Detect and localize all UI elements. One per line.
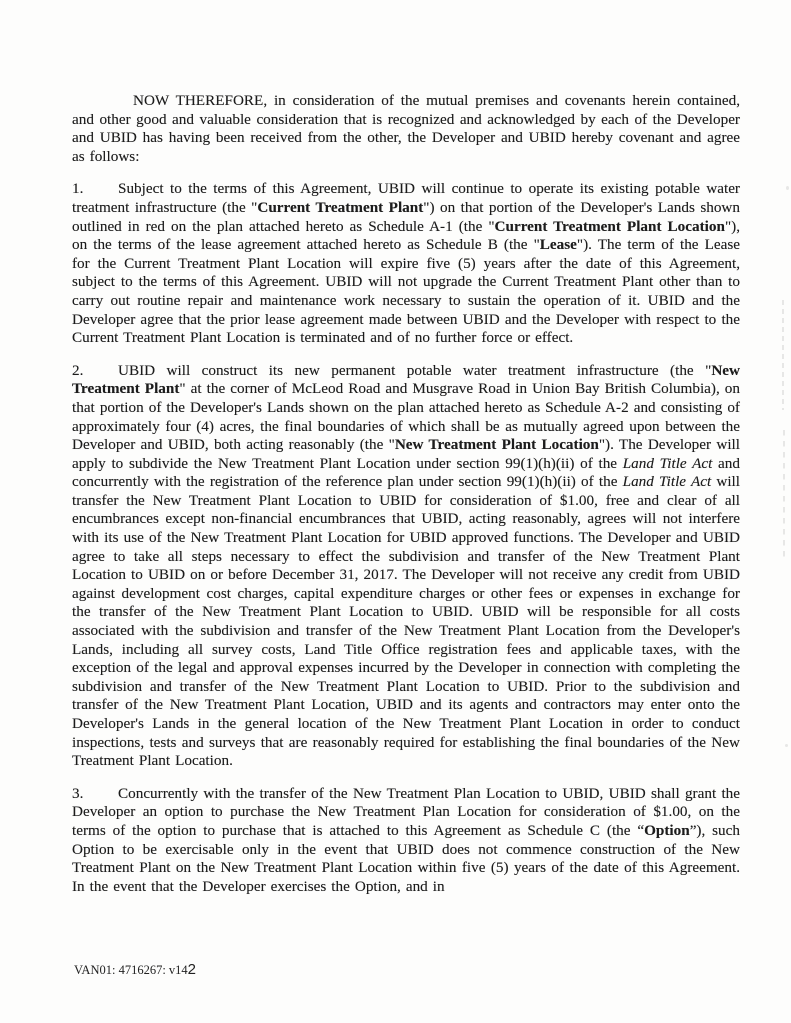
document-reference (74, 962, 196, 978)
scan-edge-artifact (785, 744, 788, 747)
clause-3 (72, 785, 740, 897)
clause-3-number: 3. (72, 784, 84, 802)
document-reference-version-suffix: 2 (187, 961, 197, 978)
text-run: and concurrently with the registration of the reference plan under section 99(1)(h)(ii) of the (72, 454, 740, 491)
scan-edge-artifact (786, 186, 789, 190)
clause-2 (72, 362, 740, 771)
text-run: UBID will construct its new permanent potable water treatment infrastructure (the " (118, 361, 712, 379)
text-run: NOW THEREFORE, in consideration of the mutual premises and covenants herein contained, and other good and valuable consideration that is recognized and acknowledged by each of the Developer and UBID has having been received from the other, the Developer and UBID hereby covenant and agree as follows: (72, 92, 740, 165)
text-run: Subject to the terms of this Agreement, UBID will continue to operate its existing potable water treatment infrastructure (the " (72, 180, 740, 216)
text-run: ") on that portion of the Developer's Lands shown outlined in red on the plan attached hereto as Schedule A-1 (the " (72, 198, 740, 235)
opening-paragraph (72, 92, 740, 166)
clause-1-number: 1. (72, 180, 84, 198)
text-run: New Treatment Plant (72, 361, 740, 398)
scan-edge-artifact (783, 430, 785, 560)
clause-2-number: 2. (72, 361, 84, 379)
text-run: "). The term of the Lease for the Current Treatment Plant Location will expire five (5) years after the date of this Agreement, subject to the terms of this Agreement. UBID will not upgrade the Current Treatment Plant other than to carry out routine repair and maintenance work necessary to sustain the operation of it. UBID and the Developer agree that the prior lease agreement made between UBID and the Developer with respect to the Current Treatment Plant Location is terminated and of no further force or effect. (72, 236, 740, 347)
clause-1 (72, 180, 740, 347)
text-run: will transfer the New Treatment Plant Location to UBID for consideration of $1.00, free and clear of all encumbrances except non-financial encumbrances that UBID, acting reasonably, agrees will not interfere with its use of the New Treatment Plant Location for UBID approved functions. The Developer and UBID agree to take all steps necessary to effect the subdivision and transfer of the New Treatment Plant Location to UBID on or before December 31, 2017. The Developer will not receive any credit from UBID against development cost charges, capital expenditure charges or other fees or expenses in exchange for the transfer of the New Treatment Plant Location to UBID. UBID will be responsible for all costs associated with the subdivision and transfer of the New Treatment Plant Location from the Developer's Lands, including all survey costs, Land Title Office registration fees and applicable taxes, with the exception of the legal and approval expenses incurred by the Developer in connection with completing the subdivision and transfer of the New Treatment Plant Location to UBID. Prior to the subdivision and transfer of the New Treatment Plant Location, UBID and its agents and contractors may enter onto the Developer's Lands in the general location of the New Treatment Plant Location in order to conduct inspections, tests and surveys that are reasonably required for establishing the final boundaries of the New Treatment Plant Location. (72, 473, 740, 770)
scan-edge-artifact (782, 300, 784, 410)
text-run: New Treatment Plant Location (394, 436, 599, 454)
clause-1-text (72, 180, 740, 346)
clause-3-text (72, 785, 740, 895)
document-content (72, 92, 740, 910)
text-run: "), on the terms of the lease agreement attached hereto as Schedule B (the " (72, 217, 740, 254)
text-run: "). The Developer will apply to subdivide the New Treatment Plant Location under section 99(1)(h)(ii) of the (72, 436, 740, 472)
text-run: Current Treatment Plant (257, 198, 424, 216)
clause-2-text (72, 362, 740, 769)
text-run: " at the corner of McLeod Road and Musgrave Road in Union Bay British Columbia), on that portion of the Developer's Lands shown on the plan attached hereto as Schedule A-2 and consisting of approximately four (4) acres, the final boundaries of which shall be as mutually agreed upon between the Developer and UBID, both acting reasonably (the " (72, 380, 740, 454)
text-run: Land Title Act (622, 473, 712, 491)
text-run: ”), such Option to be exercisable only in the event that UBID does not commence construction of the New Treatment Plant on the New Treatment Plant Location within five (5) years of the date of this Agreement. In the event that the Developer exercises the Option, and in (72, 821, 740, 895)
text-run: Land Title Act (622, 454, 713, 472)
text-run: Concurrently with the transfer of the New Treatment Plan Location to UBID, UBID shall grant the Developer an option to purchase the New Treatment Plan Location for consideration of $1.00, on the terms of the option to purchase that is attached to this Agreement as Schedule C (the “ (72, 784, 740, 839)
text-run: Current Treatment Plant Location (494, 217, 725, 235)
text-run: Option (644, 821, 690, 839)
text-run: Lease (539, 236, 577, 254)
document-reference-number: VAN01: 4716267: v14 (74, 963, 188, 977)
